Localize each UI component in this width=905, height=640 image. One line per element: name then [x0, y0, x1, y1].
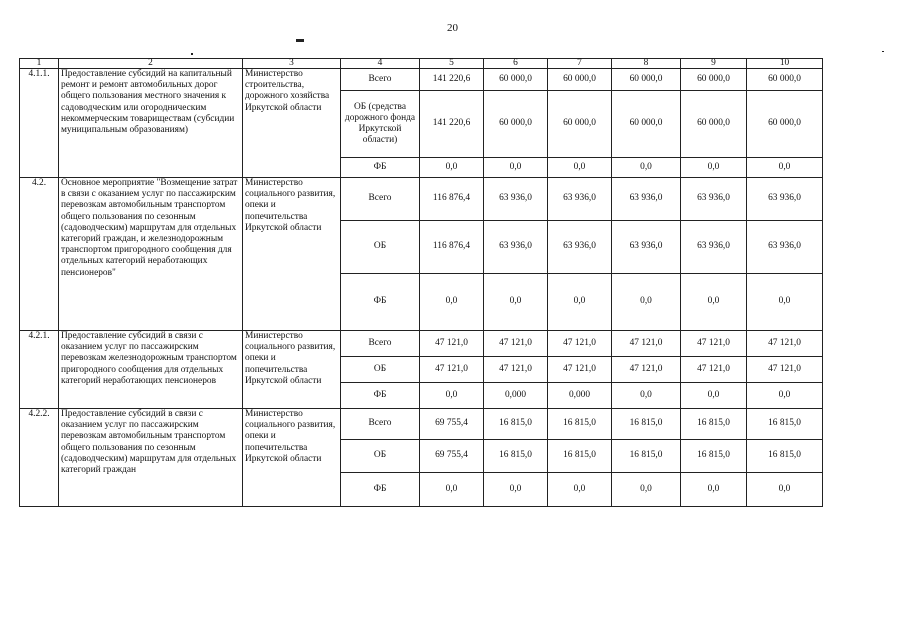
amount-cell: 0,0 — [548, 473, 612, 507]
amount-cell: 141 220,6 — [420, 91, 484, 158]
budget-table — [19, 58, 823, 507]
item-name: Предоставление субсидий в связи с оказанием услуг по пассажирским перевозкам железнодорожным транспортом пригородного сообщения для отдельных категорий неработающих пенсионеров — [59, 331, 243, 409]
amount-cell: 63 936,0 — [747, 178, 823, 221]
amount-cell: 60 000,0 — [612, 69, 681, 91]
amount-cell: 141 220,6 — [420, 69, 484, 91]
amount-cell: 16 815,0 — [548, 409, 612, 440]
amount-cell: 47 121,0 — [484, 331, 548, 357]
amount-cell: 0,0 — [484, 274, 548, 331]
amount-cell: 60 000,0 — [484, 69, 548, 91]
amount-cell: 0,0 — [420, 383, 484, 409]
amount-cell: 0,0 — [747, 383, 823, 409]
amount-cell: 0,000 — [484, 383, 548, 409]
amount-cell: 63 936,0 — [612, 221, 681, 274]
amount-cell: 0,000 — [548, 383, 612, 409]
amount-cell: 63 936,0 — [612, 178, 681, 221]
amount-cell: 60 000,0 — [548, 91, 612, 158]
column-header: 1 — [20, 59, 59, 69]
column-header: 2 — [59, 59, 243, 69]
scan-speck — [882, 51, 884, 52]
amount-cell: 69 755,4 — [420, 409, 484, 440]
amount-cell: 63 936,0 — [681, 221, 747, 274]
amount-cell: 63 936,0 — [484, 221, 548, 274]
funding-source: Всего — [341, 409, 420, 440]
column-header: 5 — [420, 59, 484, 69]
amount-cell: 16 815,0 — [484, 409, 548, 440]
amount-cell: 47 121,0 — [420, 331, 484, 357]
amount-cell: 47 121,0 — [548, 331, 612, 357]
funding-source: ОБ — [341, 357, 420, 383]
amount-cell: 47 121,0 — [484, 357, 548, 383]
amount-cell: 0,0 — [681, 158, 747, 178]
item-code: 4.2.2. — [20, 409, 59, 507]
amount-cell: 116 876,4 — [420, 178, 484, 221]
amount-cell: 69 755,4 — [420, 440, 484, 473]
amount-cell: 60 000,0 — [747, 69, 823, 91]
table-row — [20, 69, 823, 91]
column-header: 9 — [681, 59, 747, 69]
item-name: Предоставление субсидий в связи с оказанием услуг по пассажирским перевозкам автомобильным транспортом общего пользования по сезонным (садоводческим) маршрутам для отдельных категорий граждан — [59, 409, 243, 507]
amount-cell: 63 936,0 — [484, 178, 548, 221]
amount-cell: 16 815,0 — [612, 409, 681, 440]
amount-cell: 63 936,0 — [747, 221, 823, 274]
scan-speck — [296, 39, 304, 42]
amount-cell: 0,0 — [612, 274, 681, 331]
amount-cell: 0,0 — [612, 158, 681, 178]
funding-source: ФБ — [341, 473, 420, 507]
amount-cell: 16 815,0 — [484, 440, 548, 473]
amount-cell: 47 121,0 — [548, 357, 612, 383]
amount-cell: 47 121,0 — [612, 331, 681, 357]
item-code: 4.1.1. — [20, 69, 59, 178]
funding-source: Всего — [341, 69, 420, 91]
scan-speck — [191, 53, 193, 55]
amount-cell: 60 000,0 — [612, 91, 681, 158]
amount-cell: 63 936,0 — [681, 178, 747, 221]
amount-cell: 47 121,0 — [747, 357, 823, 383]
item-code: 4.2. — [20, 178, 59, 331]
column-header: 6 — [484, 59, 548, 69]
amount-cell: 0,0 — [612, 383, 681, 409]
amount-cell: 47 121,0 — [612, 357, 681, 383]
amount-cell: 0,0 — [747, 274, 823, 331]
column-header: 7 — [548, 59, 612, 69]
amount-cell: 16 815,0 — [681, 440, 747, 473]
amount-cell: 16 815,0 — [747, 409, 823, 440]
item-name: Предоставление субсидий на капитальный ремонт и ремонт автомобильных дорог общего пользования местного значения к садоводческим или огородническим некоммерческим товариществам (субсидии муниципальным образованиям) — [59, 69, 243, 178]
amount-cell: 0,0 — [420, 158, 484, 178]
amount-cell: 47 121,0 — [747, 331, 823, 357]
amount-cell: 16 815,0 — [612, 440, 681, 473]
item-executor: Министерство социального развития, опеки и попечительства Иркутской области — [243, 409, 341, 507]
amount-cell: 0,0 — [484, 473, 548, 507]
amount-cell: 0,0 — [681, 383, 747, 409]
amount-cell: 0,0 — [484, 158, 548, 178]
table-row — [20, 409, 823, 440]
amount-cell: 116 876,4 — [420, 221, 484, 274]
column-header: 10 — [747, 59, 823, 69]
funding-source: ФБ — [341, 383, 420, 409]
amount-cell: 47 121,0 — [681, 331, 747, 357]
table-row — [20, 331, 823, 357]
column-header: 8 — [612, 59, 681, 69]
funding-source: ОБ — [341, 221, 420, 274]
item-executor: Министерство строительства, дорожного хозяйства Иркутской области — [243, 69, 341, 178]
amount-cell: 16 815,0 — [747, 440, 823, 473]
amount-cell: 47 121,0 — [420, 357, 484, 383]
amount-cell: 0,0 — [681, 473, 747, 507]
amount-cell: 60 000,0 — [548, 69, 612, 91]
item-executor: Министерство социального развития, опеки и попечительства Иркутской области — [243, 178, 341, 331]
item-name: Основное мероприятие "Возмещение затрат в связи с оказанием услуг по пассажирским перевозкам автомобильным транспортом общего пользования по сезонным (садоводческим) маршрутам для отдельных категорий граждан, и железнодорожным транспортом пригородного сообщения для отдельных категорий неработающих пенсионеров" — [59, 178, 243, 331]
funding-source: ОБ — [341, 440, 420, 473]
funding-source: Всего — [341, 178, 420, 221]
amount-cell: 60 000,0 — [747, 91, 823, 158]
column-header: 3 — [243, 59, 341, 69]
item-executor: Министерство социального развития, опеки и попечительства Иркутской области — [243, 331, 341, 409]
amount-cell: 0,0 — [612, 473, 681, 507]
funding-source: ФБ — [341, 158, 420, 178]
amount-cell: 60 000,0 — [681, 91, 747, 158]
amount-cell: 0,0 — [420, 473, 484, 507]
amount-cell: 0,0 — [747, 158, 823, 178]
amount-cell: 60 000,0 — [484, 91, 548, 158]
amount-cell: 47 121,0 — [681, 357, 747, 383]
amount-cell: 0,0 — [548, 274, 612, 331]
funding-source: Всего — [341, 331, 420, 357]
amount-cell: 16 815,0 — [681, 409, 747, 440]
item-code: 4.2.1. — [20, 331, 59, 409]
amount-cell: 0,0 — [747, 473, 823, 507]
amount-cell: 0,0 — [681, 274, 747, 331]
amount-cell: 0,0 — [420, 274, 484, 331]
amount-cell: 63 936,0 — [548, 178, 612, 221]
amount-cell: 0,0 — [548, 158, 612, 178]
header-row — [20, 59, 823, 69]
table-body — [20, 69, 823, 507]
column-header: 4 — [341, 59, 420, 69]
funding-source: ОБ (средства дорожного фонда Иркутской области) — [341, 91, 420, 158]
table-row — [20, 178, 823, 221]
amount-cell: 16 815,0 — [548, 440, 612, 473]
page-number: 20 — [447, 22, 458, 34]
funding-source: ФБ — [341, 274, 420, 331]
amount-cell: 60 000,0 — [681, 69, 747, 91]
amount-cell: 63 936,0 — [548, 221, 612, 274]
